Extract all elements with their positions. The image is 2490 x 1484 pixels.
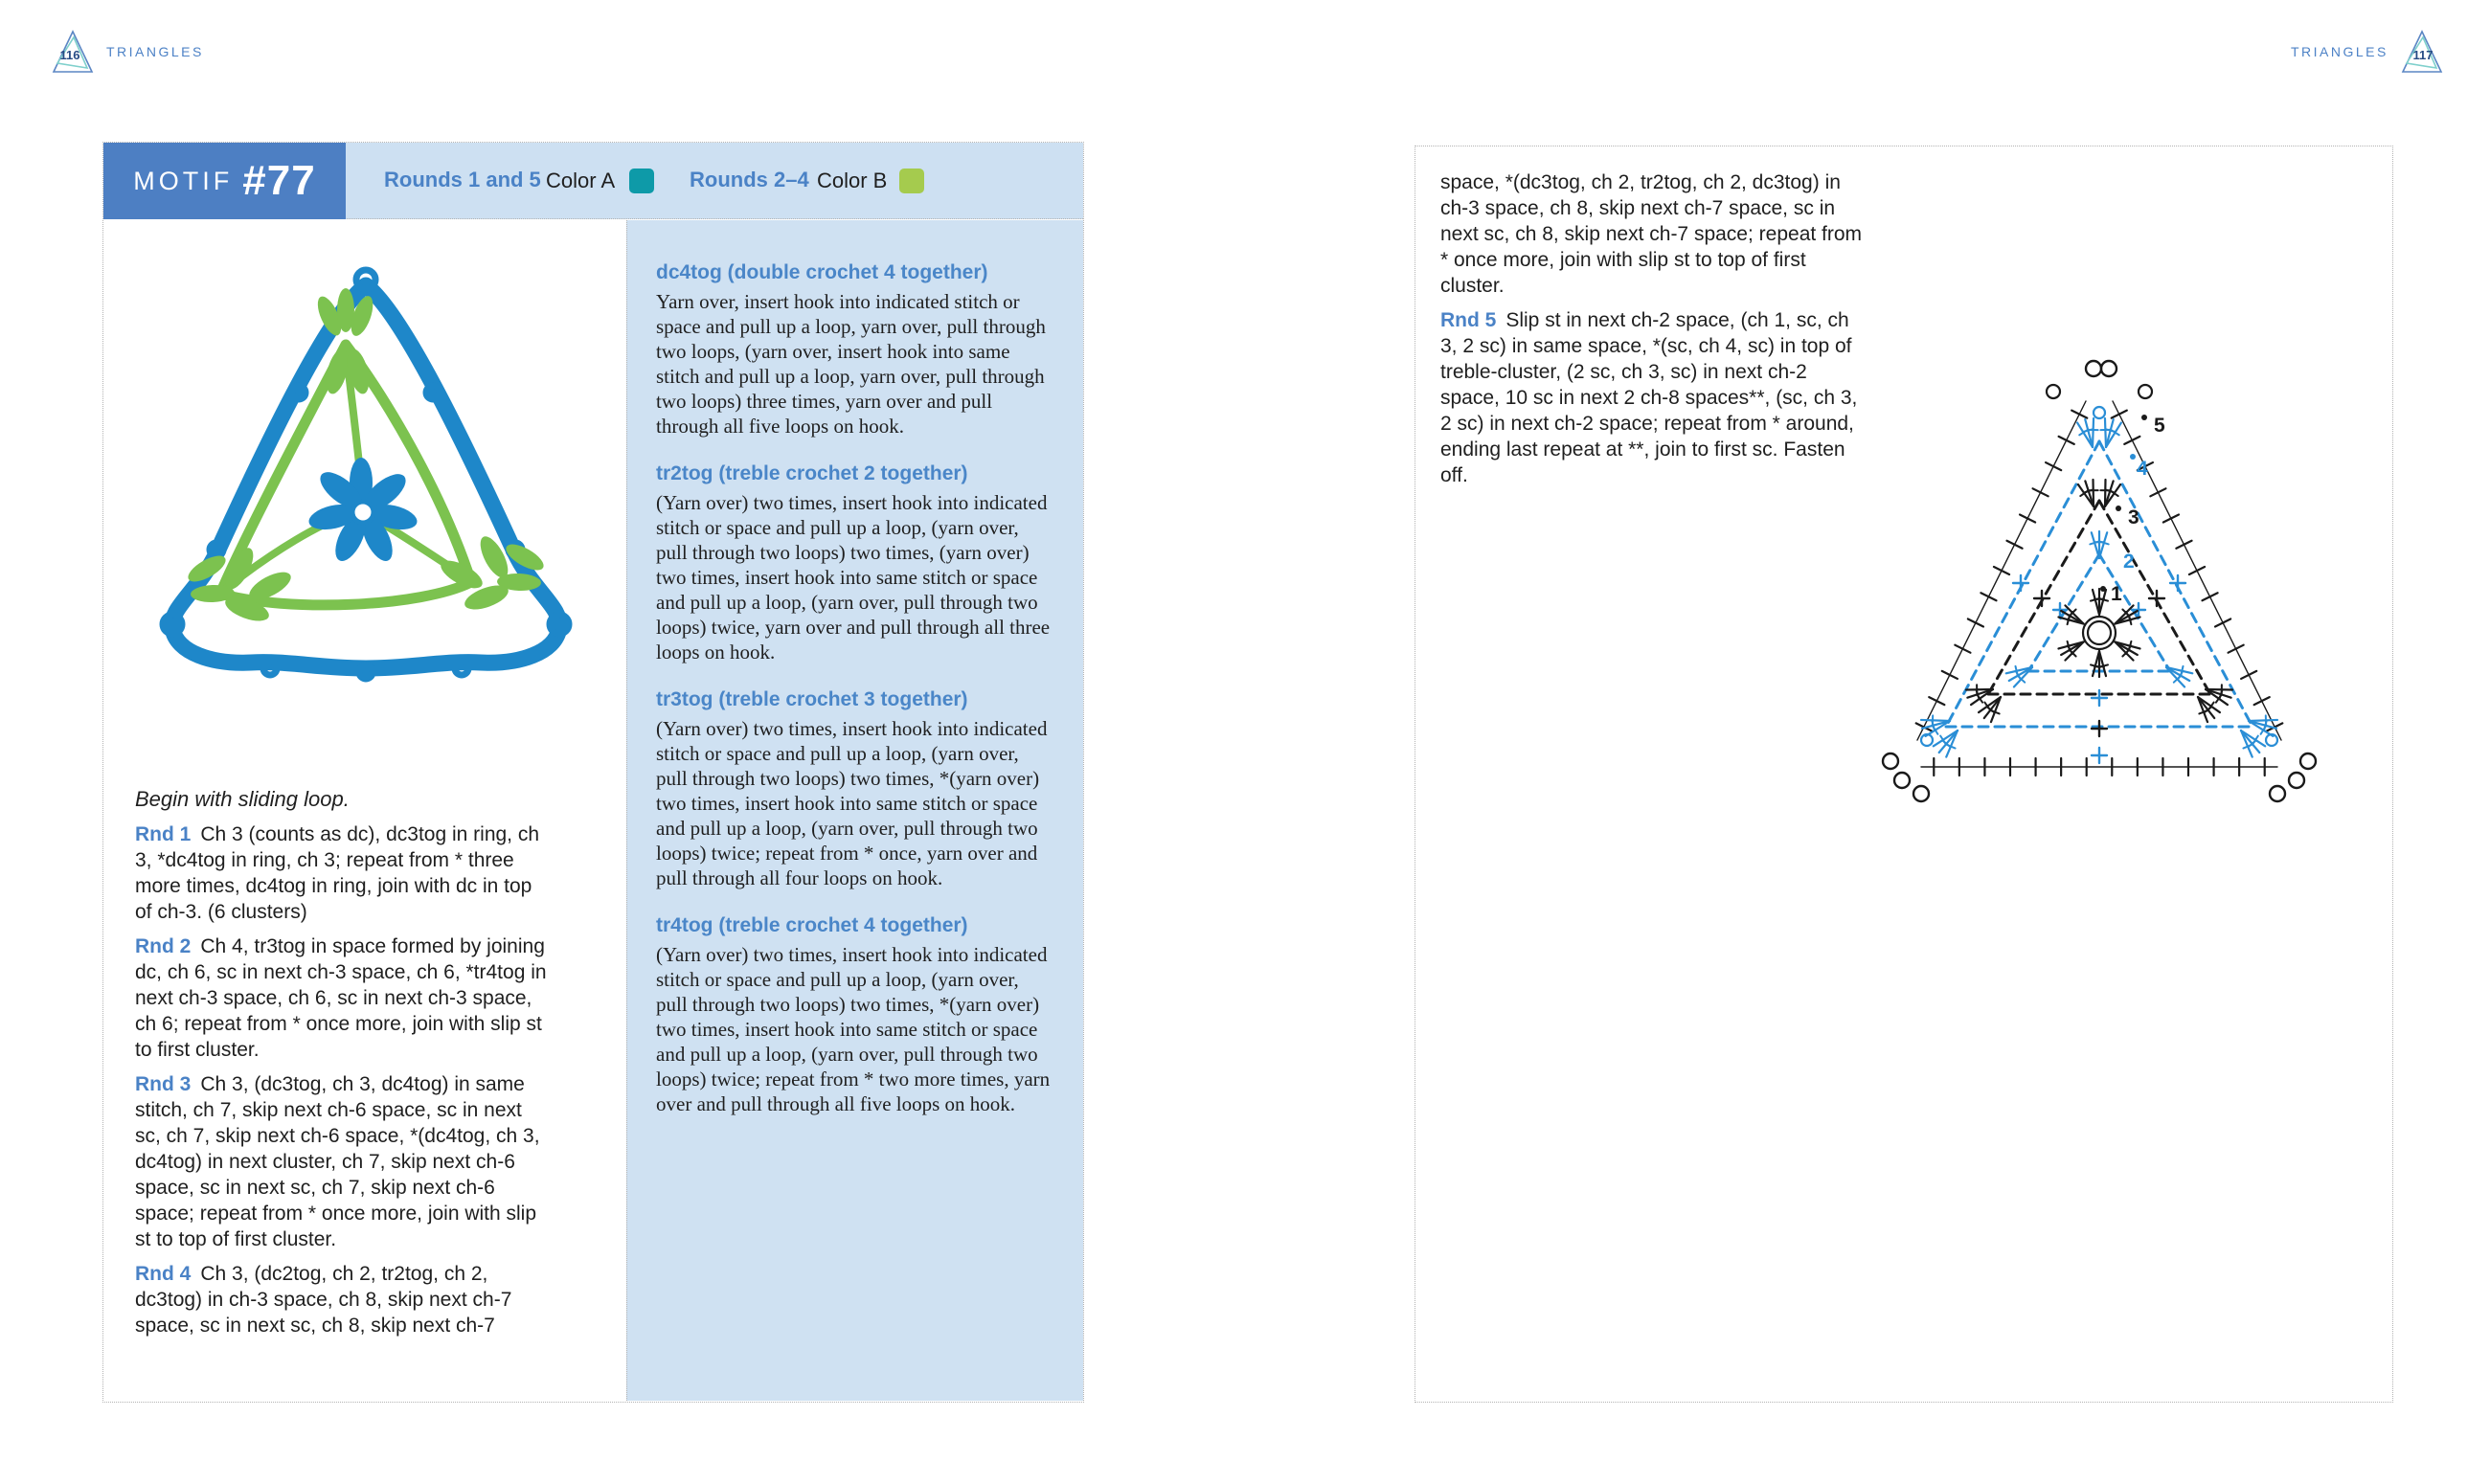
page-number: 116 (59, 48, 80, 62)
round-2-paragraph (135, 933, 553, 1063)
definition-tr4tog (656, 913, 1053, 1116)
round-5-text: Slip st in next ch-2 space, (ch 1, sc, ch 3, 2 sc) in same space, *(sc, ch 4, sc) in top of treble-cluster, (2 sc, ch 3, sc) in next ch-2 space, 10 sc in next 2 ch-8 spaces**, (sc, ch 3, 2 sc) in next ch-2 space; repeat from * around, ending last repeat at **, join to first sc. Fasten off. (1440, 309, 1858, 486)
round-4-continuation: space, *(dc3tog, ch 2, tr2tog, ch 2, dc3tog) in ch-3 space, ch 8, skip next ch-7 space, sc in next sc, ch 8, skip next ch-7 space; repeat from * once more, join with slip st to top of first cluster. (1440, 171, 1863, 297)
pattern-instructions (135, 786, 553, 1347)
legend-color-b-label: Color B (817, 169, 888, 192)
motif-number: #77 (242, 157, 316, 204)
section-title: TRIANGLES (106, 44, 204, 59)
stitch-definitions-panel (626, 220, 1083, 1401)
pattern-continuation-text (1440, 169, 1869, 497)
section-title: TRIANGLES (2291, 44, 2388, 59)
color-b-swatch (899, 169, 924, 193)
definition-body: (Yarn over) two times, insert hook into indicated stitch or space and pull up a loop, (yarn over, pull through two loops) two times, *(yarn over) two times, insert hook into same stitch or space and pull up a loop, (yarn over, pull through two loops) twice; repeat from * two more times, yarn over and pull through all five loops on hook. (656, 943, 1051, 1115)
round-3-label: Rnd 3 (135, 1073, 192, 1095)
definition-tr2tog (656, 461, 1053, 664)
pattern-continuation-panel (1415, 146, 2393, 1403)
motif-header-bar (103, 143, 1083, 219)
pattern-intro: Begin with sliding loop. (135, 787, 350, 811)
legend-rounds-a: Rounds 1 and 5 (384, 168, 541, 191)
definition-tr3tog (656, 687, 1053, 890)
page-number-triangle-icon (2400, 29, 2444, 75)
chart-round-5-label: 5 (2154, 415, 2165, 437)
chart-round-1-label: 1 (2111, 583, 2122, 605)
round-2-label: Rnd 2 (135, 935, 192, 957)
definition-term: tr3tog (treble crochet 3 together) (656, 688, 968, 710)
round-4-label: Rnd 4 (135, 1263, 192, 1285)
definition-term: dc4tog (double crochet 4 together) (656, 261, 988, 283)
round-5-label: Rnd 5 (1440, 309, 1497, 331)
page-number-triangle-icon (51, 29, 95, 75)
round-1-text: Ch 3 (counts as dc), dc3tog in ring, ch 3, *dc4tog in ring, ch 3; repeat from * three more times, dc4tog in ring, join with dc in top of ch-3. (6 clusters) (135, 823, 540, 923)
motif-photo (124, 232, 608, 734)
motif-panel (102, 142, 1084, 1403)
definition-term: tr4tog (treble crochet 4 together) (656, 914, 968, 936)
legend-color-a-label: Color A (546, 169, 616, 192)
page-number: 117 (2412, 48, 2433, 62)
definition-body: (Yarn over) two times, insert hook into indicated stitch or space and pull up a loop, (yarn over, pull through two loops) two times, (yarn over) two times, insert hook into same stitch or space and pull up a loop, (yarn over, pull through two loops) twice, yarn over and pull through all three loops on hook. (656, 491, 1051, 663)
crochet-chart (1858, 353, 2385, 851)
chart-round-3-label: 3 (2128, 506, 2139, 528)
round-1-paragraph (135, 821, 553, 925)
round-3-text: Ch 3, (dc3tog, ch 3, dc4tog) in same stitch, ch 7, skip next ch-6 space, sc in next sc, ch 7, skip next ch-6 space, *(dc4tog, ch 3, dc4tog) in next cluster, ch 7, skip next ch-6 space, sc in next sc, ch 7, skip next ch-6 space; repeat from * once more, join with slip st to top of first cluster. (135, 1073, 540, 1250)
blue-center-flower (306, 458, 419, 566)
round-2-text: Ch 4, tr3tog in space formed by joining dc, ch 6, sc in next ch-3 space, ch 6, *tr4tog in next ch-3 space, ch 6, sc in next ch-3 space, ch 6; repeat from * once more, join with slip st to first cluster. (135, 935, 547, 1061)
chart-round-2-label: 2 (2123, 551, 2135, 573)
definition-term: tr2tog (treble crochet 2 together) (656, 462, 968, 484)
round-3-paragraph (135, 1071, 553, 1252)
running-head-left (51, 29, 204, 75)
motif-label: MOTIF (133, 166, 234, 195)
legend-rounds-b: Rounds 2–4 (690, 168, 809, 191)
motif-title-box (103, 143, 346, 219)
running-head-right (2291, 29, 2444, 75)
color-a-swatch (629, 169, 654, 193)
definition-body: Yarn over, insert hook into indicated stitch or space and pull up a loop, yarn over, pull through two loops, (yarn over, insert hook into same stitch and pull up a loop, yarn over, pull through two loops) three times, yarn over and pull through all five loops on hook. (656, 290, 1046, 438)
round-5-paragraph (1440, 307, 1869, 488)
chart-round-4-label: 4 (2137, 458, 2148, 480)
round-4-text: Ch 3, (dc2tog, ch 2, tr2tog, ch 2, dc3tog) in ch-3 space, ch 8, skip next ch-7 space, sc in next sc, ch 8, skip next ch-7 (135, 1263, 512, 1337)
round-1-label: Rnd 1 (135, 823, 192, 845)
definition-body: (Yarn over) two times, insert hook into indicated stitch or space and pull up a loop, (yarn over, pull through two loops) two times, *(yarn over) two times, insert hook into same stitch or space and pull up a loop, (yarn over, pull through two loops) twice; repeat from * once, yarn over and pull through all four loops on hook. (656, 717, 1048, 889)
definition-dc4tog (656, 260, 1053, 438)
round-4-paragraph (135, 1261, 553, 1338)
